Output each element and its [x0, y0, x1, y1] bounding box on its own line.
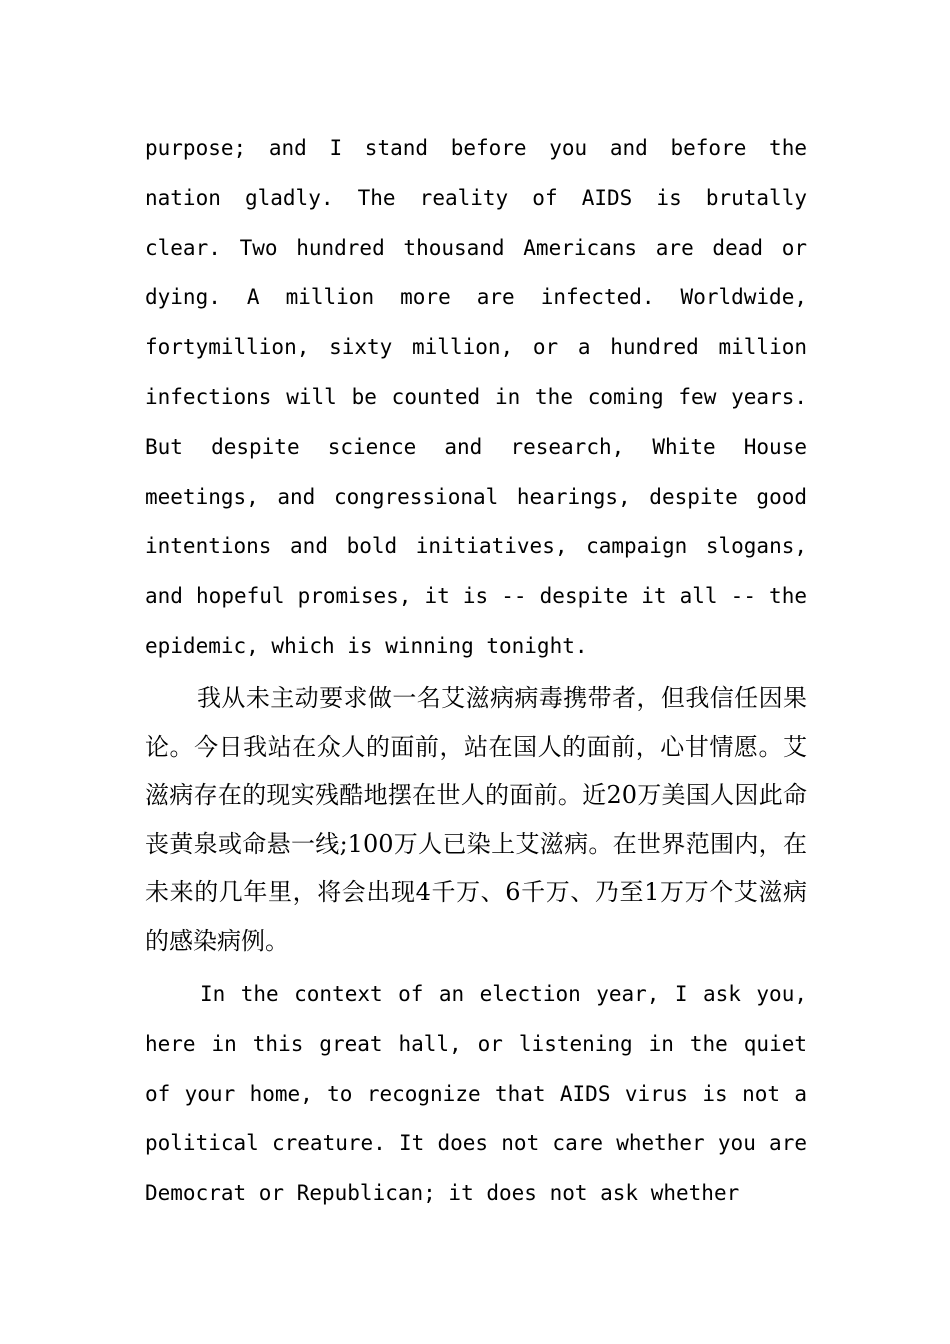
english-paragraph-1: purpose; and I stand before you and before the nation gladly. The reality of AIDS is brutally clear. Two hundred thousand Americans are dead or dying. A million more are infected. Worldwide, fortymillion, sixty million, or a hundred million infections will be counted in the coming few years. But despite science and research, White House meetings, and congressional hearings, despite good intentions and bold initiatives, campaign slogans, and hopeful promises, it is -- despite it all -- the epidemic, which is winning tonight.: [145, 136, 807, 658]
document-page: [145, 0, 807, 1344]
chinese-paragraph-1: 我从未主动要求做一名艾滋病病毒携带者，但我信任因果论。今日我站在众人的面前，站在国人的面前，心甘情愿。艾滋病存在的现实残酷地摆在世人的面前。近20万美国人因此命丧黄泉或命悬一线;100万人已染上艾滋病。在世界范围内，在未来的几年里，将会出现4千万、6千万、乃至1万万个艾滋病的感染病例。: [145, 684, 807, 955]
english-paragraph-2: In the context of an election year, I ask you, here in this great hall, or listening in the quiet of your home, to recognize that AIDS virus is not a political creature. It does not care whether you are Democrat or Republican; it does not ask whether: [145, 982, 807, 1206]
